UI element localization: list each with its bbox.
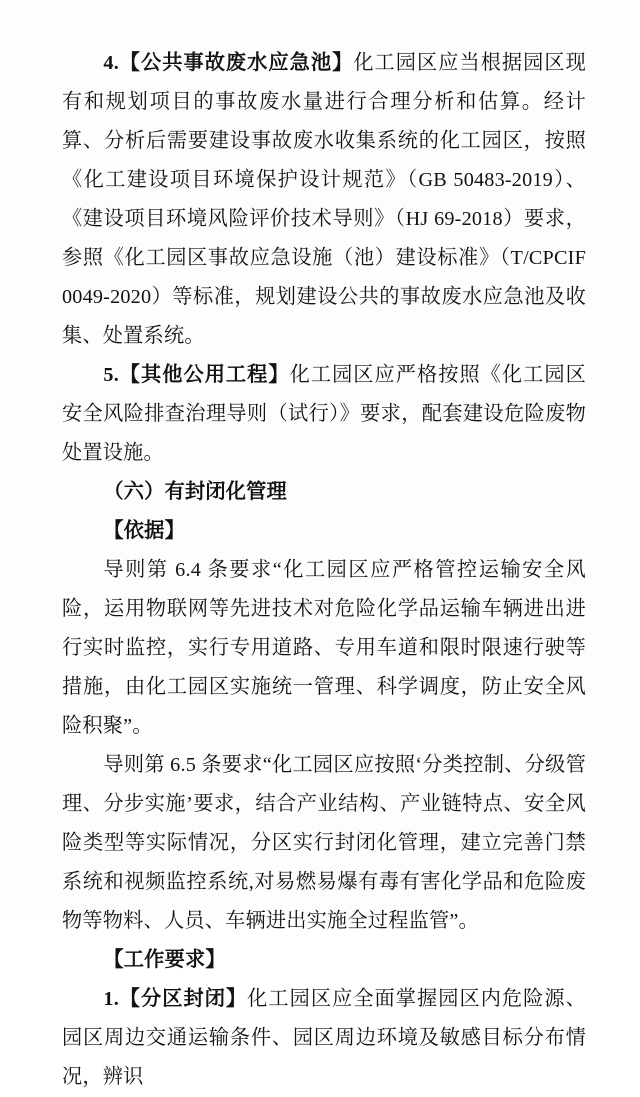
p-4-emergency-pool-run-0: 4.【公共事故废水应急池】 [103, 52, 354, 74]
p-1-zone-closure-run-1: 化工园区应全面掌握园区内危险源、园区周边交通运输条件、园区周边环境及敏感目标分布情况，辨识 [62, 988, 586, 1088]
p-guideline-6-4 [62, 551, 586, 746]
p-guideline-6-5 [62, 746, 586, 941]
p-1-zone-closure-run-0: 1.【分区封闭】 [103, 988, 248, 1010]
h-work-requirements-run-0: 【工作要求】 [103, 949, 226, 971]
p-1-zone-closure [62, 980, 586, 1097]
p-4-emergency-pool [62, 44, 586, 356]
h-basis [62, 512, 586, 551]
document-body [62, 44, 586, 1097]
h-work-requirements [62, 941, 586, 980]
p-5-other-utilities [62, 356, 586, 473]
p-guideline-6-5-run-0: 导则第 6.5 条要求“化工园区应按照‘分类控制、分级管理、分步实施’要求，结合产业结构、产业链特点、安全风险类型等实际情况，分区实行封闭化管理，建立完善门禁系统和视频监控系统,对易燃易爆有毒有害化学品和危险废物等物料、人员、车辆进出实施全过程监管”。 [62, 754, 586, 932]
p-5-other-utilities-run-1: 化工园区应严格按照《化工园区安全风险排查治理导则（试行）》要求，配套建设危险废物处置设施。 [62, 364, 586, 464]
p-5-other-utilities-run-0: 5.【其他公用工程】 [103, 364, 290, 386]
h-basis-run-0: 【依据】 [103, 520, 185, 542]
p-4-emergency-pool-run-1: 化工园区应当根据园区现有和规划项目的事故废水量进行合理分析和估算。经计算、分析后需要建设事故废水收集系统的化工园区，按照《化工建设项目环境保护设计规范》（GB 50483-2019）、《建设项目环境风险评价技术导则》（HJ 69-2018）要求，参照《化工园区事故应急设施（池）建设标准》（T/CPCIF 0049-2020）等标准，规划建设公共的事故废水应急池及收集、处置系统。 [62, 52, 586, 347]
p-guideline-6-4-run-0: 导则第 6.4 条要求“化工园区应严格管控运输安全风险，运用物联网等先进技术对危险化学品运输车辆进出进行实时监控，实行专用道路、专用车道和限时限速行驶等措施，由化工园区实施统一管理、科学调度，防止安全风险积聚”。 [62, 559, 586, 737]
h-6-closed-management [62, 473, 586, 512]
h-6-closed-management-run-0: （六）有封闭化管理 [103, 481, 287, 503]
